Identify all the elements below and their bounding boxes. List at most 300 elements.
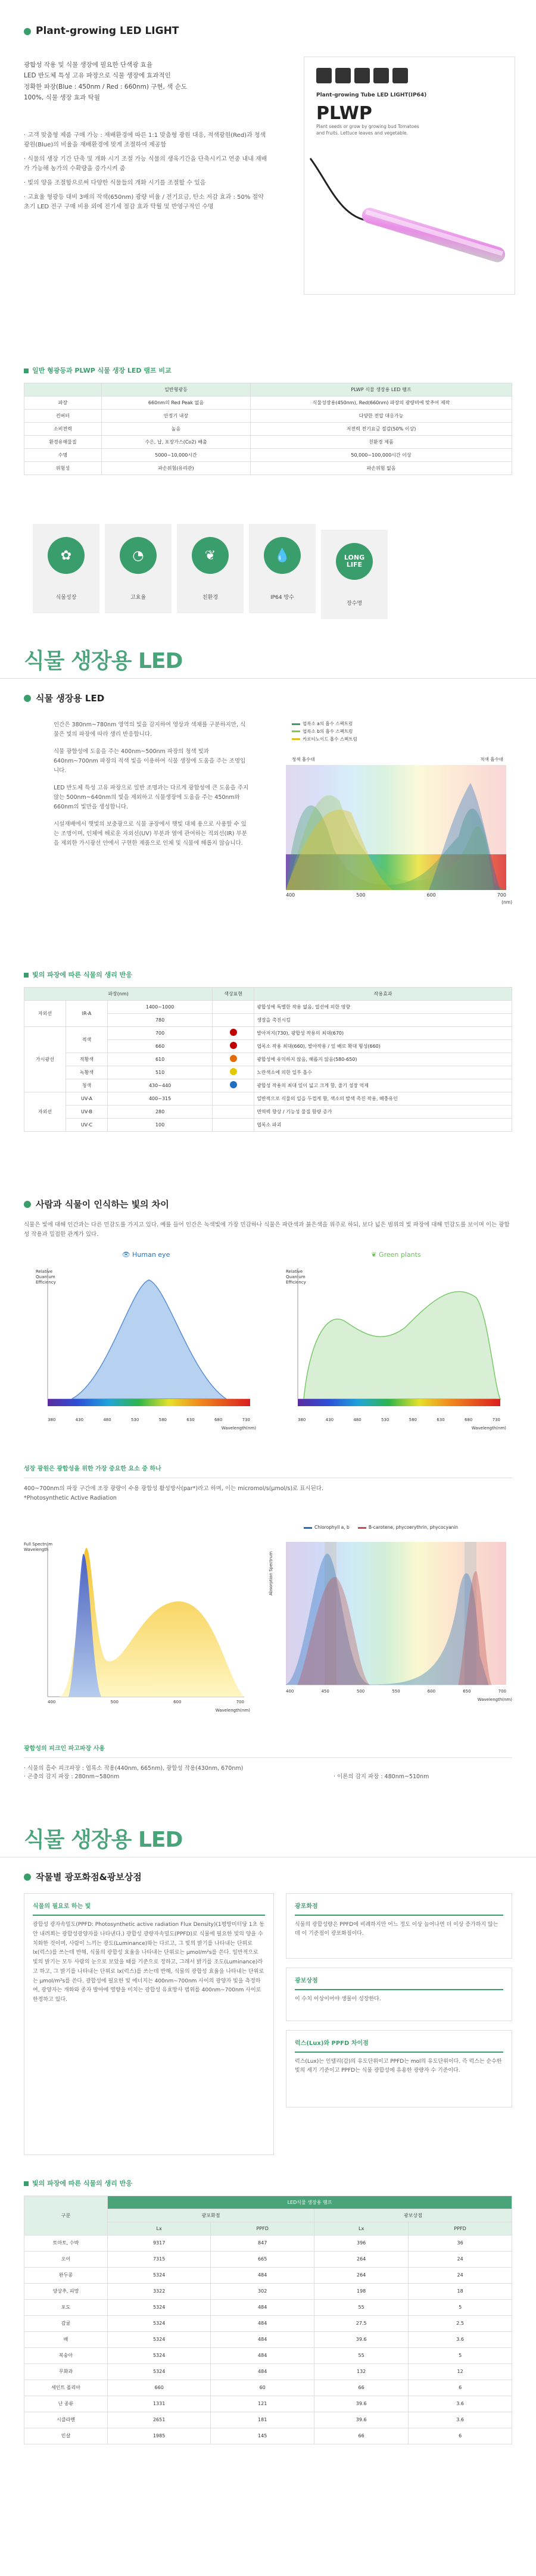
cell: 광합성 작용의 최대 잎이 넓고 크게 함, 줄기 성장 억제 — [254, 1079, 512, 1092]
human-eye-chart — [36, 1250, 256, 1447]
feature-plant-growth — [33, 524, 99, 613]
par-note: *Photosynthetic Active Radiation — [24, 1495, 117, 1501]
needs-table — [24, 2196, 512, 2444]
tick-label: 480 — [103, 1417, 111, 1422]
absorption-legend — [292, 720, 357, 743]
cell: 시클라멘 — [24, 2412, 108, 2428]
cell: 파장 — [24, 396, 102, 410]
compare-header: PLWP 식물 생장용 LED 램프 — [251, 383, 512, 396]
cell: 복숭아 — [24, 2348, 108, 2364]
cell: 수명 — [24, 449, 102, 462]
cell: 토마토, 수박 — [24, 2235, 108, 2252]
cell: 청색 — [66, 1079, 108, 1092]
response-title: 빛의 파장에 따른 식물의 생리 반응 — [32, 971, 132, 979]
tick-label: 400 — [286, 1689, 294, 1694]
table-row — [24, 423, 512, 436]
cell: 660 — [108, 2380, 211, 2396]
absorption-ticks — [280, 892, 512, 899]
color-swatch — [230, 1042, 237, 1049]
absorption-spectrum-chart — [268, 1524, 512, 1726]
table-row — [24, 1079, 512, 1092]
cell: 5324 — [108, 2316, 211, 2332]
cell: 610 — [108, 1053, 213, 1066]
cell: 264 — [314, 2252, 409, 2268]
cell: 포도 — [24, 2300, 108, 2316]
cell: 가시광선 — [24, 1027, 66, 1092]
green-dot-icon — [24, 1874, 31, 1881]
color-swatch — [230, 1081, 237, 1088]
x-unit: Wavelength(nm) — [477, 1697, 512, 1702]
green-dot-icon — [24, 28, 31, 35]
cell: 친환경 제품 — [251, 436, 512, 449]
par-charts — [0, 1524, 536, 1738]
cell: 저전력 전기요금 절감(50% 이상) — [251, 423, 512, 436]
diff-title: 사람과 식물이 인식하는 빛의 차이 — [36, 1199, 169, 1210]
cell: 121 — [211, 2396, 314, 2412]
cell: 양상추, 피망 — [24, 2284, 108, 2300]
peak-item: · 곤충의 감지 파장 : 280nm~580nm — [24, 1773, 120, 1780]
cell: 66 — [314, 2380, 409, 2396]
color-swatch — [230, 1055, 237, 1062]
product-icons — [316, 68, 408, 83]
cell: 400~315 — [108, 1092, 213, 1106]
cell: 엽록소 작용 최대(660), 발아작용 / 잎 배로 확대 형성(660) — [254, 1040, 512, 1053]
cell: 3.6 — [409, 2396, 512, 2412]
cell: 484 — [211, 2332, 314, 2348]
sec3-heading — [24, 1871, 142, 1884]
table-row — [24, 1027, 512, 1040]
sec2-paragraphs — [54, 720, 250, 848]
cell: 9317 — [108, 2235, 211, 2252]
chart-label-right: 적색 흡수대 — [480, 757, 503, 762]
peak-title: 광합성의 피크인 파고파장 사용 — [24, 1746, 105, 1752]
gauge-icon: ◔ — [120, 537, 157, 574]
tick-label: 400 — [286, 892, 295, 898]
x-unit: Wavelength(nm) — [471, 1426, 506, 1431]
cell: 완두콩 — [24, 2268, 108, 2284]
y-axis-label: Relative Quantum Efficiency — [286, 1269, 306, 1285]
sec3-content — [0, 1863, 536, 2167]
peak-section — [0, 1744, 536, 1798]
human-eye-label: Human eye — [132, 1251, 170, 1259]
feature-eco — [177, 524, 244, 613]
needs-heading — [24, 2179, 132, 2189]
cell: 생장을 촉진시킴 — [254, 1014, 512, 1027]
feature-label: 식물성장 — [55, 595, 77, 601]
table-row — [24, 2316, 512, 2332]
sec2-para: 인간은 380nm~780nm 영역의 빛을 감지하여 영상과 색채를 구분하지만, 식물은 빛의 파장에 따라 생리 반응합니다. — [54, 722, 246, 738]
cell: 302 — [211, 2284, 314, 2300]
cell: 510 — [108, 1066, 213, 1079]
square-bullet-icon — [24, 973, 29, 978]
intro-heading — [24, 24, 179, 39]
cell: 녹황색 — [66, 1066, 108, 1079]
cell: 발아저지(730), 광합성 작용의 최대(670) — [254, 1027, 512, 1040]
cell: 일반적으로 식물의 일을 두껍게 함, 색소의 발색 촉진 작용, 해충유인 — [254, 1092, 512, 1106]
cell: 3.6 — [409, 2332, 512, 2348]
feature-label: IP64 방수 — [270, 595, 294, 601]
intro-bullet: · 빛의 양을 조절함으로써 다양한 식물들의 개화 시기를 조절할 수 있음 — [24, 180, 206, 186]
cell: UV-A — [66, 1092, 108, 1106]
cell: 엽록소 파괴 — [254, 1119, 512, 1132]
cell: 적황색 — [66, 1053, 108, 1066]
color-cell — [213, 1014, 254, 1027]
cell: 위험성 — [24, 462, 102, 475]
water-drop-icon: 💧 — [264, 537, 301, 574]
table-row — [24, 436, 512, 449]
diff-para: 식물은 빛에 대해 인간과는 다른 민감도를 가지고 있다. 예를 들어 인간은 녹색빛에 가장 민감하나 식물은 파란색과 붉은색을 위주로 하되, 보다 넓은 범위의 빛 파장에 대해 민감도를 보이며 이는 광합성 작용과 밀접한 관계가 있다. — [24, 1222, 510, 1238]
sec2-content — [0, 685, 536, 964]
cell: 민살 — [24, 2428, 108, 2444]
tick-label: 730 — [242, 1417, 250, 1422]
green-plants-title — [286, 1250, 506, 1260]
response-section — [0, 970, 536, 1173]
product-card — [304, 57, 515, 295]
card-body: 럭스(Lux)는 인텔리(감)의 유도단위이고 PPFD는 mol의 유도단위이다. 즉 럭스는 순수한 빛의 세기 기준이고 PPFD는 식물 광합성에 유용한 광량자 수 기준이다. — [295, 2059, 502, 2074]
cell: 1400~1000 — [108, 1001, 213, 1014]
green-plants-plot — [286, 1268, 506, 1417]
water-drop-icon — [373, 68, 389, 83]
sec2-big-title: 식물 생장용 LED — [24, 649, 183, 673]
intro-section — [0, 0, 536, 369]
legend-label: 엽록소 a의 흡수 스펙트럼 — [303, 721, 353, 726]
cell: 12 — [409, 2364, 512, 2380]
cell: 60 — [211, 2380, 314, 2396]
square-bullet-icon — [24, 2181, 29, 2186]
intro-line: 광합성 작용 및 식물 생장에 필요한 단색광 효율 — [24, 61, 153, 68]
cell: 396 — [314, 2235, 409, 2252]
card-title: 광포화점 — [295, 1902, 503, 1916]
cell: 132 — [314, 2364, 409, 2380]
cell: 5000~10,000시간 — [102, 449, 251, 462]
table-row — [24, 2348, 512, 2364]
abs-ticks — [286, 1688, 506, 1695]
tick-label: 380 — [48, 1417, 56, 1422]
tick-label: 700 — [236, 1700, 244, 1704]
cell: 430~440 — [108, 1079, 213, 1092]
color-cell — [213, 1079, 254, 1092]
human-ticks — [48, 1417, 250, 1423]
cell: 700 — [108, 1027, 213, 1040]
human-eye-title — [36, 1250, 256, 1260]
feature-label: 장수명 — [346, 600, 363, 607]
cell: 18 — [409, 2284, 512, 2300]
absorption-spectrum-plot — [268, 1536, 512, 1703]
needs-col: Lx — [108, 2222, 211, 2235]
green-plants-chart — [286, 1250, 506, 1447]
intro-line: 100%, 식물 생장 효과 탁월 — [24, 94, 100, 102]
full-ticks — [48, 1699, 244, 1706]
x-unit: (nm) — [501, 900, 512, 905]
par-legend — [304, 1524, 458, 1531]
color-cell — [213, 1040, 254, 1053]
tick-label: 430 — [325, 1417, 334, 1422]
x-unit: Wavelength(nm) — [215, 1708, 250, 1713]
cell: 55 — [314, 2348, 409, 2364]
needs-col: PPFD — [409, 2222, 512, 2235]
cell: 145 — [211, 2428, 314, 2444]
response-header: 파장(nm) — [24, 988, 213, 1001]
tick-label: 630 — [437, 1417, 445, 1422]
cell: 식물성장용(450nm), Red(660nm) 파장의 광량비에 맞추어 제작 — [251, 396, 512, 410]
legend-label: 엽록소 b의 흡수 스펙트럼 — [303, 728, 353, 734]
needs-subheader: 광보상점 — [314, 2209, 512, 2222]
card-saturation — [286, 1893, 512, 1959]
cell: 다양한 전압 대응가능 — [251, 410, 512, 423]
table-row — [24, 1092, 512, 1106]
cell: 39.6 — [314, 2332, 409, 2348]
cell: 3.6 — [409, 2412, 512, 2428]
tick-label: 700 — [497, 892, 506, 898]
plants-curve — [304, 1292, 500, 1399]
cell: 노란색소에 의한 일부 흡수 — [254, 1066, 512, 1079]
cell: 484 — [211, 2364, 314, 2380]
card-body: 광합성 광자속밀도(PPFD: Photosynthetic active radiation Flux Density)(1평방미터당 1초 동안 내려쬐는 광합성광양자를 나타낸다.) 광합성 광량자속밀도(PPFD)로 식물에 필요한 빛의 양을 수치화한 것이며, 사람이 느끼는 광도(Luminance)와는 다르고, 그 빛의 밝기를 나타내는 단위로 lx(럭스)를 쓰는데 반해, 식물의 광합성 효율을 나타내는 단위로는 μmol/m²s를 쓴다. 일반적으로 빛의 밝기는 모두 사람의 눈으로 보았을 때를 기준으로 정하고, 그래서 밝기를 조도(Luminance)라고 하고, 그 밝기를 나타내는 단위로 lx(럭스)를 쓰는데 반해, 식물의 광합성 효율을 나타내는 단위로는 μmol/m²s를 쓴다. 광합성에 필요한 빛 에너지는 400nm~700nm 사이의 광양자 빛을 측정하여, 광양자는 개화와 종자 발아에 영향을 미치는 광합성 유효방사 범위를 400nm~700nm 사이로 한정하고 있다. — [33, 1922, 264, 2003]
response-table — [24, 987, 512, 1132]
cell: 39.6 — [314, 2396, 409, 2412]
cell: 5324 — [108, 2332, 211, 2348]
intro-bullet: · 고효율 형광등 대비 3배의 작색(650nm) 광량 비율 / 전기요금, 탄소 저감 효과 : 50% 절약 초기 LED 전구 구매 비용 외에 전기세 절감 효과 탁월 및 반영구적인 수명 — [24, 194, 264, 210]
color-cell — [213, 1119, 254, 1132]
cell: 광합성에 유익하지 않음, 해롭지 않음(580-650) — [254, 1053, 512, 1066]
table-row — [24, 1119, 512, 1132]
green-dot-icon — [24, 1201, 31, 1208]
cell: 난 종류 — [24, 2396, 108, 2412]
cell: 198 — [314, 2284, 409, 2300]
cell: 100 — [108, 1119, 213, 1132]
cell: 1331 — [108, 2396, 211, 2412]
tick-label: 680 — [464, 1417, 473, 1422]
par-para: 400~700nm의 파장 구간에 조장 광량이 수용 광합성 활성방사(par*)라고 하며, 이는 micromol/s(μmol/s)로 표시된다. — [24, 1485, 323, 1492]
cell: UV-C — [66, 1119, 108, 1132]
cell: 24 — [409, 2252, 512, 2268]
legend-label: 카로티노이드 흡수 스펙트럼 — [303, 736, 357, 742]
needs-section — [0, 2179, 536, 2572]
cell: 1985 — [108, 2428, 211, 2444]
cell: IR-A — [66, 1001, 108, 1027]
color-cell — [213, 1053, 254, 1066]
cell: 181 — [211, 2412, 314, 2428]
tick-label: 400 — [48, 1700, 56, 1704]
absorption-chart — [280, 720, 512, 917]
leaf-icon: ❦ — [371, 1251, 379, 1259]
cell: 5324 — [108, 2364, 211, 2380]
y-axis-label: Absorption Spectrum — [269, 1551, 273, 1595]
green-dot-icon — [24, 695, 31, 702]
table-row — [24, 449, 512, 462]
product-name: PLWP — [316, 103, 372, 124]
intro-bullet: · 식물의 생장 기간 단축 및 개화 시기 조절 가능 식물의 생육기간을 단축시키고 연중 내내 재배가 가능해 농가의 수확량을 증가시켜 줌 — [24, 156, 267, 172]
sec3-title: 작물별 광포화점&광보상점 — [36, 1872, 142, 1882]
intro-line: LED 반도체 특성 고유 파장으로 식물 생장에 효과적인 — [24, 72, 171, 80]
table-row — [24, 2428, 512, 2444]
needs-body — [24, 2235, 512, 2444]
cell: UV-B — [66, 1106, 108, 1119]
table-row — [24, 2380, 512, 2396]
sec3-big-title: 식물 생장용 LED — [24, 1828, 183, 1852]
tick-label: 530 — [381, 1417, 389, 1422]
cell: 2.5 — [409, 2316, 512, 2332]
spectrum-bar — [298, 1399, 500, 1406]
y-axis-label: Relative Quantum Efficiency — [36, 1269, 56, 1285]
card-lux-ppfd — [286, 2030, 512, 2107]
tube-led-image — [304, 146, 516, 295]
peak-item: · 식물의 흡수 피크파장 : 엽록소 작용(440nm, 665nm), 광합성 작용(430nm, 670nm) — [24, 1765, 244, 1772]
intro-line: 정확한 파장(Blue : 450nm / Red : 660nm) 구현, 색 순도 — [24, 83, 187, 90]
cell: 오이 — [24, 2252, 108, 2268]
cell: 3322 — [108, 2284, 211, 2300]
cell: 환경유해물질 — [24, 436, 102, 449]
sec3-banner — [0, 1816, 536, 1857]
cell: 무화과 — [24, 2364, 108, 2380]
tick-label: 500 — [356, 892, 366, 898]
table-row — [24, 2332, 512, 2348]
tick-label: 480 — [353, 1417, 362, 1422]
cell: 484 — [211, 2316, 314, 2332]
table-row — [24, 1001, 512, 1014]
leaf-icon — [354, 68, 370, 83]
human-curve — [71, 1280, 226, 1399]
gauge-icon — [335, 68, 351, 83]
sec2-title: 식물 생장용 LED — [36, 693, 105, 704]
cell: 7315 — [108, 2252, 211, 2268]
color-cell — [213, 1001, 254, 1014]
cell: 484 — [211, 2300, 314, 2316]
full-spectrum-chart — [24, 1536, 250, 1726]
intro-title: Plant-growing LED LIGHT — [36, 25, 179, 37]
green-plants-label: Green plants — [379, 1251, 421, 1259]
color-swatch — [230, 1068, 237, 1075]
feature-label: 친환경 — [202, 595, 219, 601]
needs-title: 빛의 파장에 따른 식물의 생리 반응 — [32, 2180, 132, 2187]
cell: 24 — [409, 2268, 512, 2284]
table-row — [24, 2252, 512, 2268]
diff-section — [0, 1191, 536, 1459]
chart-label-left: 청색 흡수대 — [292, 757, 315, 762]
plants-ticks — [298, 1417, 500, 1423]
cell: 높음 — [102, 423, 251, 436]
eye-icon: 👁 — [121, 1251, 133, 1259]
table-row — [24, 410, 512, 423]
table-row — [24, 2396, 512, 2412]
intro-bullet: · 고객 맞춤형 제품 구매 가능 : 재배환경에 따른 1:1 맞춤형 광원 대응, 적색광원(Red)과 청색광원(Blue)의 비율을 재배환경에 맞게 조절하여 제공함 — [24, 132, 266, 148]
needs-col: PPFD — [211, 2222, 314, 2235]
cell: 6 — [409, 2380, 512, 2396]
response-header: 색상표현 — [213, 988, 254, 1001]
compare-title: 일반 형광등과 PLWP 식물 생장 LED 램프 비교 — [32, 367, 172, 374]
needs-subheader: 광포화점 — [108, 2209, 314, 2222]
long-life-icon — [392, 68, 408, 83]
card-title: 식물의 필요로 하는 빛 — [33, 1902, 265, 1916]
response-header: 작용효과 — [254, 988, 512, 1001]
feature-long-life — [321, 530, 388, 619]
cell: 세인트 폴리아 — [24, 2380, 108, 2396]
intro-paragraph — [24, 60, 274, 104]
cell: 280 — [108, 1106, 213, 1119]
tick-label: 430 — [75, 1417, 84, 1422]
cell: 5324 — [108, 2300, 211, 2316]
intro-bullets — [24, 131, 268, 217]
tick-label: 380 — [298, 1417, 306, 1422]
feature-icons — [0, 524, 536, 619]
sec2-banner — [0, 637, 536, 679]
compare-section — [0, 366, 536, 515]
table-row — [24, 1066, 512, 1079]
feature-efficiency — [105, 524, 172, 613]
square-bullet-icon — [24, 369, 29, 373]
card-body: 식물의 광합성량은 PPFD에 비례하지만 어느 정도 이상 늘어나면 더 이상 증가하지 않는데 이 기준점이 광포화점이다. — [295, 1922, 498, 1937]
table-row — [24, 462, 512, 475]
cell: 847 — [211, 2235, 314, 2252]
diff-heading — [24, 1198, 169, 1211]
tick-label: 500 — [356, 1689, 365, 1694]
plant-light-icon: ✿ — [48, 537, 85, 574]
tick-label: 650 — [463, 1689, 471, 1694]
cell: 264 — [314, 2268, 409, 2284]
needs-group-header: LED식물 생장용 램프 — [108, 2196, 512, 2209]
compare-header — [24, 383, 102, 396]
tick-label: 680 — [214, 1417, 223, 1422]
response-heading — [24, 970, 132, 981]
compare-header: 일반형광등 — [102, 383, 251, 396]
tick-label: 600 — [173, 1700, 182, 1704]
par-title: 성장 광원은 광합성을 위한 가장 중요한 요소 중 하나 — [24, 1466, 161, 1472]
cell: 50,000~100,000시간 이상 — [251, 449, 512, 462]
card-title: 광보상점 — [295, 1977, 503, 1990]
color-cell — [213, 1106, 254, 1119]
cell: 660 — [108, 1040, 213, 1053]
cell: 감귤 — [24, 2316, 108, 2332]
table-row — [24, 2268, 512, 2284]
compare-heading — [24, 366, 172, 376]
full-spectrum-plot — [24, 1536, 250, 1715]
cell: 면역력 향상 / 기능성 물질 함량 증가 — [254, 1106, 512, 1119]
cell: 780 — [108, 1014, 213, 1027]
tick-label: 700 — [498, 1689, 506, 1694]
y-axis-label: Full Spectrum Wavelength — [24, 1542, 53, 1553]
feature-label: 고효율 — [130, 595, 147, 601]
cell: 484 — [211, 2268, 314, 2284]
human-eye-plot — [36, 1268, 256, 1417]
tick-label: 730 — [492, 1417, 500, 1422]
cell: 6 — [409, 2428, 512, 2444]
cell: 적색 — [66, 1027, 108, 1053]
x-unit: Wavelength(nm) — [221, 1426, 256, 1431]
needs-col: Lx — [314, 2222, 409, 2235]
cell: 5324 — [108, 2348, 211, 2364]
peak-item: · 이론의 감지 파장 : 480nm~510nm — [334, 1773, 429, 1780]
table-row — [24, 1053, 512, 1066]
long-life-icon: LONG LIFE — [336, 543, 373, 580]
tick-label: 500 — [110, 1700, 119, 1704]
cell: 27.5 — [314, 2316, 409, 2332]
table-row — [24, 2300, 512, 2316]
spectrum-bar — [48, 1399, 250, 1406]
table-row — [24, 2412, 512, 2428]
table-row — [24, 1106, 512, 1119]
cell: 36 — [409, 2235, 512, 2252]
table-row — [24, 2235, 512, 2252]
tick-label: 630 — [186, 1417, 195, 1422]
card-needed-light — [24, 1893, 274, 2155]
tick-label: 530 — [130, 1417, 139, 1422]
color-cell — [213, 1066, 254, 1079]
cell: 39.6 — [314, 2412, 409, 2428]
tick-label: 450 — [321, 1689, 329, 1694]
sec2-para: LED 반도체 특성 고유 파장으로 일반 조명과는 다르게 광합성에 큰 도움을 주지 않는 500nm~640nm의 빛을 제외하고 식물생장에 도움을 주는 450nm와 660nm의 빛만을 생성합니다. — [54, 785, 249, 810]
color-cell — [213, 1027, 254, 1040]
product-desc: Plant seeds or grow by growing bud Tomatoes and fruits. Lettuce leaves and vegetable. — [316, 124, 419, 136]
